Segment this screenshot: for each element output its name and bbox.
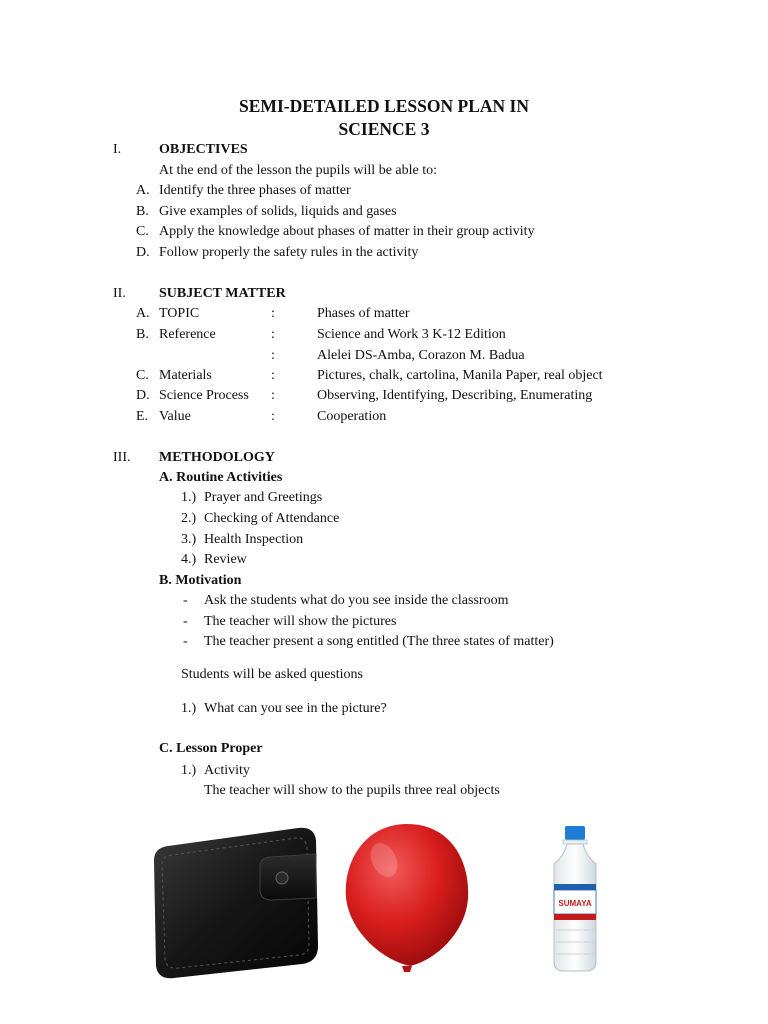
objective-letter: D. (136, 245, 150, 260)
objective-letter: C. (136, 224, 149, 239)
subject-row-value: Phases of matter (317, 306, 410, 321)
motivation-bullet: The teacher will show the pictures (204, 614, 397, 629)
section-heading-subject-matter: SUBJECT MATTER (159, 286, 286, 301)
subject-row-letter: D. (136, 388, 150, 403)
subject-row-value: Pictures, chalk, cartolina, Manila Paper, real object (317, 368, 603, 383)
question-num: 1.) (181, 701, 197, 716)
routine-num: 2.) (181, 511, 197, 526)
motivation-dash: - (183, 614, 188, 629)
subject-row-letter: A. (136, 306, 150, 321)
subject-row-label: TOPIC (159, 306, 200, 321)
subject-row-letter: C. (136, 368, 149, 383)
subject-row-colon: : (271, 388, 275, 403)
routine-item: Prayer and Greetings (204, 490, 323, 505)
motivation-dash: - (183, 593, 188, 608)
lesson-proper-heading: C. Lesson Proper (159, 741, 263, 756)
balloon-icon (340, 820, 475, 980)
section-numeral-subject-matter: II. (113, 286, 126, 301)
subject-row-colon: : (271, 348, 275, 363)
subject-row-value: Science and Work 3 K-12 Edition (317, 327, 506, 342)
objectives-intro: At the end of the lesson the pupils will be able to: (159, 163, 438, 178)
routine-item: Health Inspection (204, 532, 304, 547)
subject-row-colon: : (271, 409, 275, 424)
subject-row-label: Science Process (159, 388, 249, 403)
routine-item: Checking of Attendance (204, 511, 340, 526)
subject-row-letter: B. (136, 327, 149, 342)
subject-row-value: Cooperation (317, 409, 387, 424)
subject-row-label: Materials (159, 368, 212, 383)
section-heading-methodology: METHODOLOGY (159, 450, 275, 465)
subject-row-letter: E. (136, 409, 149, 424)
section-numeral-objectives: I. (113, 142, 122, 157)
section-numeral-methodology: III. (113, 450, 131, 465)
subject-row-value: Observing, Identifying, Describing, Enumerating (317, 388, 593, 403)
subject-row-label: Value (159, 409, 191, 424)
subject-row-value: Alelei DS-Amba, Corazon M. Badua (317, 348, 525, 363)
subject-row-colon: : (271, 327, 275, 342)
subject-row-colon: : (271, 306, 275, 321)
objective-text: Identify the three phases of matter (159, 183, 351, 198)
title-line-1: SEMI-DETAILED LESSON PLAN IN (239, 96, 529, 116)
motivation-bullet: Ask the students what do you see inside the classroom (204, 593, 509, 608)
routine-num: 4.) (181, 552, 197, 567)
routine-num: 1.) (181, 490, 197, 505)
objective-letter: A. (136, 183, 150, 198)
objective-text: Apply the knowledge about phases of matter in their group activity (159, 224, 535, 239)
water-bottle-icon (540, 822, 610, 977)
routine-heading: A. Routine Activities (159, 470, 283, 485)
wallet-icon (148, 820, 320, 980)
question-text: What can you see in the picture? (204, 701, 387, 716)
section-heading-objectives: OBJECTIVES (159, 142, 248, 157)
subject-row-colon: : (271, 368, 275, 383)
routine-item: Review (204, 552, 247, 567)
objective-text: Follow properly the safety rules in the activity (159, 245, 419, 260)
subject-row-label: Reference (159, 327, 216, 342)
bottle-label-text: SUMAYA (558, 899, 592, 908)
routine-num: 3.) (181, 532, 197, 547)
motivation-note: Students will be asked questions (181, 667, 363, 682)
motivation-heading: B. Motivation (159, 573, 242, 588)
motivation-bullet: The teacher present a song entitled (The three states of matter) (204, 634, 554, 649)
motivation-dash: - (183, 634, 188, 649)
title-line-2: SCIENCE 3 (338, 119, 430, 139)
objective-letter: B. (136, 204, 149, 219)
activity-num: 1.) (181, 763, 197, 778)
activity-description: The teacher will show to the pupils three real objects (204, 783, 500, 798)
objective-text: Give examples of solids, liquids and gases (159, 204, 397, 219)
activity-label: Activity (204, 763, 250, 778)
